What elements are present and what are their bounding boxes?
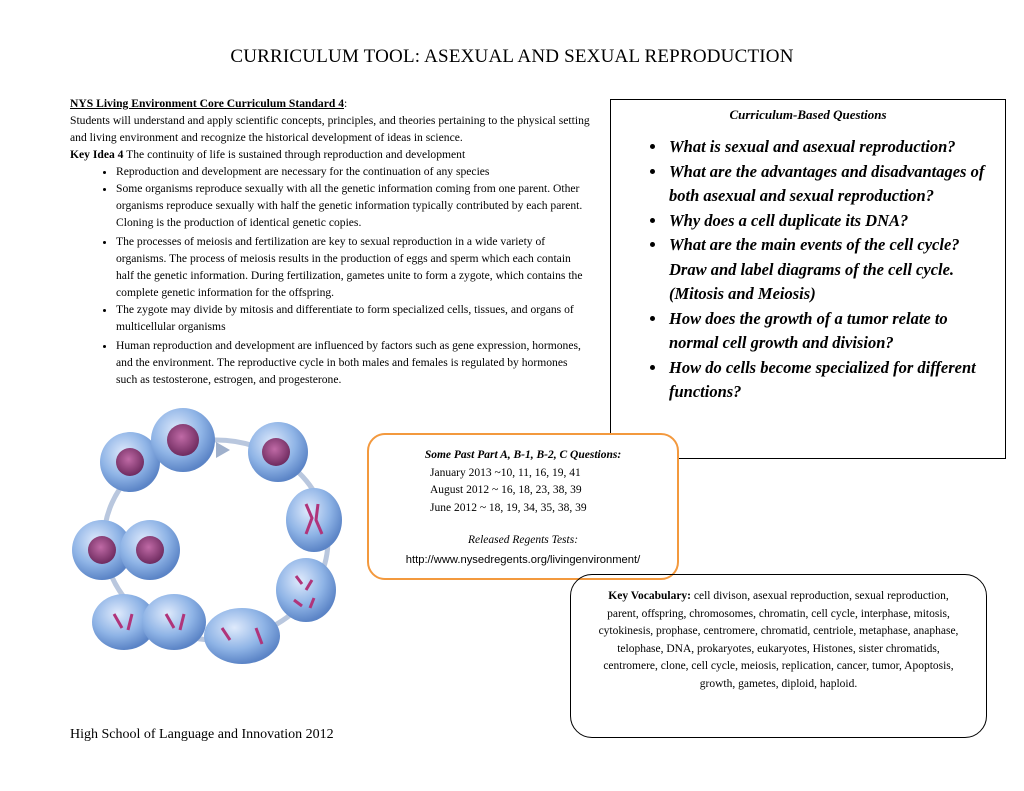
list-item: • How do cells become specialized for different functions? <box>667 356 995 405</box>
list-item: • Some organisms reproduce sexually with all the genetic information coming from one parent. Other organisms reproduce sexually with half the genetic information typically contributed by each parent. Cloning is the production of identical genetic copies. <box>116 180 590 231</box>
key-idea <box>70 146 590 163</box>
list-item: • Why does a cell duplicate its DNA? <box>667 209 995 234</box>
released-tests-label: Released Regents Tests: <box>467 534 579 546</box>
past-questions-line: June 2012 ~ 18, 19, 34, 35, 38, 39 <box>430 501 587 514</box>
list-item: • Reproduction and development are necessary for the continuation of any species <box>116 163 590 180</box>
cell-telophase <box>204 608 280 664</box>
vocabulary-label: Key Vocabulary: <box>608 590 692 602</box>
key-idea-label: Key Idea 4 <box>70 148 124 161</box>
cell-metaphase <box>286 488 342 552</box>
key-idea-bullets <box>70 163 590 388</box>
list-item: • What are the main events of the cell cycle? Draw and label diagrams of the cell cycle. (Mitosis and Meiosis) <box>667 233 995 307</box>
past-questions-title: Some Past Part A, B-1, B-2, C Questions: <box>424 449 622 461</box>
questions-list <box>611 135 1005 405</box>
vocabulary-text: cell divison, asexual reproduction, sexual reproduction, parent, offspring, chromosomes, chromatin, cell cycle, interphase, mitosis, cytokinesis, prophase, centromere, chromatid, centriole, metaphase, anaphase, telophase, DNA, prokaryotes, eukaryotes, Histones, sister chromatids, centromere, clone, cell cycle, meiosis, replication, cancer, tumor, Apoptosis, growth, gametes, diploid, haploid. <box>598 590 959 690</box>
standard-heading-colon: : <box>344 97 348 110</box>
list-item: • The zygote may divide by mitosis and differentiate to form specialized cells, tissues, and organs of multicellular organisms <box>116 301 590 335</box>
past-questions-line: January 2013 ~10, 11, 16, 19, 41 <box>430 466 581 479</box>
cell-cytokinesis <box>92 594 206 650</box>
cell-prophase <box>151 408 215 472</box>
arrow-icon <box>216 442 230 458</box>
regents-tests-link[interactable]: http://www.nysedregents.org/livingenvironment/ <box>405 553 641 566</box>
list-item: • The processes of meiosis and fertilization are key to sexual reproduction in a wide variety of organisms. The process of meiosis results in the production of eggs and sperm which each contain half the genetic information. During fertilization, gametes unite to form a zygote, which contains the complete genetic information for the offspring. <box>116 233 590 301</box>
list-item: • What is sexual and asexual reproduction? <box>667 135 995 160</box>
curriculum-questions-box <box>610 99 1006 459</box>
footer-school-name: High School of Language and Innovation 2012 <box>70 727 334 742</box>
key-vocabulary-box <box>570 574 987 738</box>
cell-daughter-cells <box>72 520 180 580</box>
cell-cycle-illustration <box>66 400 366 670</box>
standard-heading-line <box>70 95 590 112</box>
standard-section <box>70 95 590 388</box>
questions-title: Curriculum-Based Questions <box>729 107 887 122</box>
list-item: • Human reproduction and development are influenced by factors such as gene expression, hormones, and the environment. The reproductive cycle in both males and females is regulated by hormones such as testosterone, estrogen, and progesterone. <box>116 337 590 388</box>
list-item: • What are the advantages and disadvantages of both asexual and sexual reproduction? <box>667 160 995 209</box>
cell-interphase <box>100 432 160 492</box>
past-questions-box <box>367 433 679 580</box>
page-title: CURRICULUM TOOL: ASEXUAL AND SEXUAL REPRODUCTION <box>230 46 794 67</box>
standard-description: Students will understand and apply scientific concepts, principles, and theories pertaining to the physical setting and living environment and recognize the historical development of ideas in science. <box>70 114 590 144</box>
list-item: • How does the growth of a tumor relate to normal cell growth and division? <box>667 307 995 356</box>
standard-heading: NYS Living Environment Core Curriculum Standard 4 <box>70 97 344 110</box>
past-questions-line: August 2012 ~ 16, 18, 23, 38, 39 <box>430 484 582 496</box>
cell-prometaphase <box>248 422 308 482</box>
cell-anaphase <box>276 558 336 622</box>
key-idea-text: The continuity of life is sustained through reproduction and development <box>123 148 466 161</box>
